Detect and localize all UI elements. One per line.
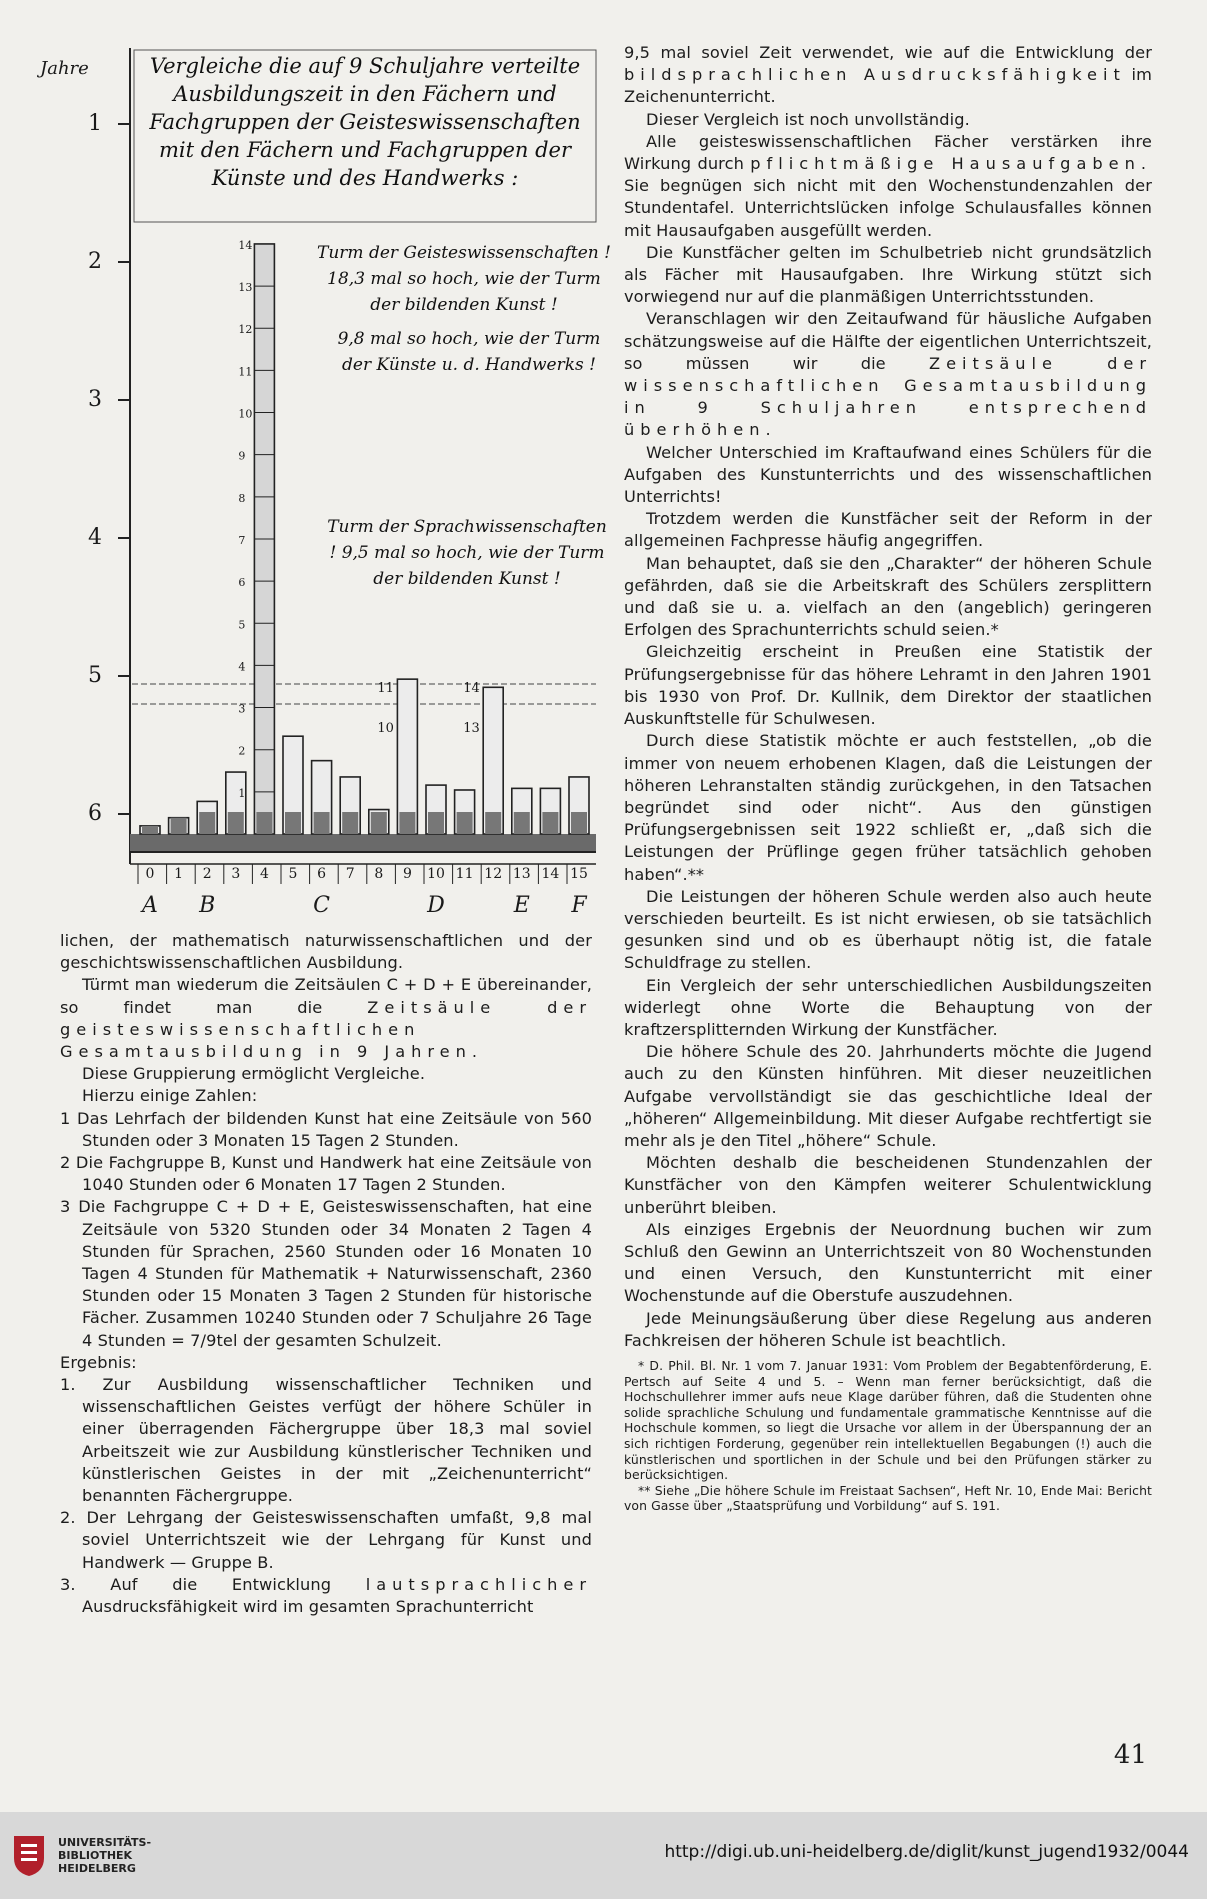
group-label: F — [571, 893, 587, 918]
inner-tick-label: 11 — [238, 365, 253, 379]
annotation-sprachwissenschaften: Turm der Sprachwissenschaften ! 9,5 mal so hoch, wie der Turm der bildenden Kunst ! — [327, 517, 607, 589]
paragraph: Hierzu einige Zahlen: — [82, 1086, 258, 1106]
paragraph: lichen, der mathematisch naturwissenschaftlichen und der geschichtswissenschaftlichen Ausbildung. — [60, 931, 592, 973]
inner-tick-label: 2 — [238, 744, 246, 758]
logo-line: UNIVERSITÄTS- — [58, 1835, 152, 1849]
left-text-column — [60, 930, 592, 1618]
bar-base-5 — [285, 812, 301, 834]
paragraph: Möchten deshalb die bescheidenen Stundenzahlen der Kunstfächer von den Kämpfen weiterer Schulentwicklung unberührt bleiben. — [624, 1153, 1152, 1217]
bar-base-0 — [142, 826, 158, 834]
paragraph — [624, 42, 1152, 109]
paragraph: Als einziges Ergebnis der Neuordnung buchen wir zum Schluß den Gewinn an Unterrichtszeit von 80 Wochenstunden und einen Versuch, den Kunstunterricht mit einer Wochenstunde auf die Oberstufe auszudehnen. — [624, 1219, 1152, 1306]
yaxis-label: Jahre — [40, 58, 89, 79]
y-tick-label: 5 — [88, 663, 102, 688]
x-category-label: 3 — [231, 866, 241, 882]
paragraph: Man behauptet, daß sie den „Charakter“ der höheren Schule gefährden, daß sie die Arbeitskraft des Schülers zersplittern und daß sie u. a. vielfach an den (angeblich) geringeren Erfolgen des Sprachunterrichts schuld seien.* — [624, 553, 1152, 640]
bar-base-3 — [228, 812, 244, 834]
x-category-label: 5 — [288, 866, 298, 882]
inner-tick-label: 14 — [238, 238, 253, 252]
paragraph: Diese Gruppierung ermöglicht Vergleiche. — [82, 1064, 426, 1084]
footnote: ** Siehe „Die höhere Schule im Freistaat Sachsen“, Heft Nr. 10, Ende Mai: Bericht von Gasse über „Staatsprüfung und Vorbildung“ auf S. 191. — [624, 1482, 1152, 1514]
text-run: 9,5 mal soviel Zeit verwendet, wie auf die Entwicklung der — [624, 43, 1152, 62]
inner-tick-label: 1 — [238, 786, 246, 800]
paragraph: Ein Vergleich der sehr unterschiedlichen Ausbildungszeiten widerlegt ohne Worte die Behauptung von der kraftzersplitternden Wirkung der Kunstfächer. — [624, 975, 1152, 1039]
y-tick-label: 2 — [88, 249, 102, 274]
list-item: 3 Die Fachgruppe C + D + E, Geisteswissenschaften, hat eine Zeitsäule von 5320 Stunden oder 34 Monaten 2 Tagen 4 Stunden für Sprachen, 2560 Stunden oder 16 Monaten 10 Tagen 4 Stunden für Mathematik + Naturwissenschaft, 2360 Stunden oder 15 Monaten 3 Tagen 2 Stunden für historische Fächer. Zusammen 10240 Stunden oder 7 Schuljahre 26 Tage 4 Stunden = 7/9tel der gesamten Schulzeit. — [60, 1197, 592, 1350]
y-tick-label: 1 — [88, 111, 102, 136]
bar-base-2 — [199, 812, 215, 834]
page-number: 41 — [1113, 1740, 1147, 1770]
logo-line: HEIDELBERG — [58, 1861, 136, 1875]
baseline-strip — [130, 834, 596, 852]
text-run: 3. Auf die Entwicklung — [60, 1574, 332, 1594]
column-label: 11 — [377, 681, 394, 696]
spaced-text: bildsprachlichen Ausdrucksfähigkeit — [624, 65, 1126, 85]
inner-tick-label: 9 — [238, 449, 246, 463]
list-item: 2. Der Lehrgang der Geisteswissenschaften umfaßt, 9,8 mal soviel Unterrichtszeit wie der Lehrgang für Kunst und Handwerk — Gruppe B. — [60, 1508, 592, 1572]
bar-base-8 — [371, 812, 387, 834]
paragraph: Ergebnis: — [60, 1352, 137, 1372]
annotation-geisteswissenschaften: Turm der Geisteswissenschaften ! 18,3 mal so hoch, wie der Turm der bildenden Kunst ! — [317, 243, 611, 315]
spaced-text: Zeitsäule der geisteswissenschaftlichen Gesamtausbildung in 9 Jahren. — [60, 997, 593, 1062]
paragraph: Die Leistungen der höheren Schule werden also auch heute verschieden beurteilt. Es ist nicht erwiesen, ob sie tatsächlich gesunken sind und ob es überhaupt nötig ist, die fatale Schuldfrage zu stellen. — [624, 886, 1152, 973]
x-categories — [138, 864, 588, 884]
y-tick-label: 3 — [88, 387, 102, 412]
list-item: 2 Die Fachgruppe B, Kunst und Handwerk hat eine Zeitsäule von 1040 Stunden oder 6 Monaten 17 Tagen 2 Stunden. — [60, 1153, 592, 1195]
inner-tick-label: 13 — [238, 281, 253, 295]
footnote: * D. Phil. Bl. Nr. 1 vom 7. Januar 1931: Vom Problem der Begabtenförderung, E. Pertsch auf Seite 4 und 5. – Wenn man ferner berücksichtigt, daß die Hochschullehrer immer aufs neue Klage darüber führen, daß die Studenten ohne solide sprachliche Schulung und fundamentale grammatische Kenntnisse auf die Hochschule kommen, so liegt die Ursache vor allem in der Überspannung der an sich richtigen Forderung, gegenüber rein intellektuellen Begabungen (!) auch die künstlerischen und sportlichen in der Schule und bei den Prüfungen stärker zu berücksichtigen. — [624, 1357, 1152, 1483]
paragraph — [624, 308, 1152, 441]
group-label: D — [427, 893, 445, 918]
text-run: 1. Zur Ausbildung wissenschaftlicher Techniken und wissenschaftlichen Geistes verfügt der höhere Schüler in einer überragenden Fächergruppe über — [60, 1375, 592, 1439]
bar-base-10 — [428, 812, 444, 834]
footer-bar — [0, 1812, 1207, 1899]
bar-base-15 — [571, 812, 587, 834]
x-category-label: 7 — [345, 866, 355, 882]
text-run: Sie begnügen sich nicht mit den Wochenstundenzahlen der Stundentafel. Unterrichtslücken infolge Schulausfalles können mit Hausaufgaben ausgefüllt werden. — [624, 176, 1152, 240]
bar-chart — [30, 44, 612, 924]
bar-12 — [483, 687, 503, 834]
text-run: Veranschlagen wir den Zeitaufwand für häusliche Aufgaben schätzungsweise auf die Hälfte der eigentlichen Unterrichtszeit, so müssen wir die — [624, 309, 1152, 373]
spaced-text: lautsprachlicher — [365, 1574, 592, 1594]
spaced-text: Zeitsäule der wissenschaftlichen Gesamtausbildung in 9 Schuljahren entsprechend überhöhen. — [624, 353, 1153, 440]
column-labels — [377, 681, 479, 736]
x-category-label: 12 — [484, 866, 503, 882]
guide-lines — [132, 684, 596, 704]
paragraph: Trotzdem werden die Kunstfächer seit der Reform in der allgemeinen Fachpresse häufig angegriffen. — [624, 509, 1152, 551]
group-label: E — [513, 893, 530, 918]
inner-tick-label: 5 — [238, 618, 246, 632]
bar-base-9 — [399, 812, 415, 834]
paragraph: Jede Meinungsäußerung über diese Regelung aus anderen Fachkreisen der höheren Schule ist beachtlich. — [624, 1308, 1152, 1350]
x-category-label: 4 — [259, 866, 269, 882]
column-label: 14 — [463, 681, 480, 696]
list-item: 1 Das Lehrfach der bildenden Kunst hat eine Zeitsäule von 560 Stunden oder 3 Monaten 15 Tagen 2 Stunden. — [60, 1108, 592, 1150]
x-category-label: 10 — [427, 866, 445, 882]
paragraph: Die Kunstfächer gelten im Schulbetrieb nicht grundsätzlich als Fächer mit Hausaufgaben. Ihre Wirkung stützt sich vorwiegend nur auf die planmäßigen Unterrichtsstunden. — [624, 242, 1152, 307]
paragraph: Die höhere Schule des 20. Jahrhunderts möchte die Jugend auch zu den Künsten hinführen. Mit dieser neuzeitlichen Aufgabe vervollständigt sie das geschichtliche Ideal der „höheren“ Allgemeinbildung. Mit dieser Aufgabe rechtfertigt sie mehr als je den Titel „höhere“ Schule. — [624, 1042, 1152, 1150]
text-run: Alle geisteswissenschaftlichen Fächer verstärken ihre Wirkung durch — [624, 131, 1152, 174]
x-category-label: 15 — [570, 866, 588, 882]
inner-tick-label: 7 — [238, 533, 246, 547]
bar-base-14 — [542, 812, 558, 834]
bar-base-13 — [514, 812, 530, 834]
bar-base-12 — [485, 812, 501, 834]
x-category-label: 14 — [541, 866, 560, 882]
inner-tick-label: 8 — [238, 491, 246, 505]
list-item — [60, 1574, 592, 1618]
inner-tick-label: 4 — [238, 660, 246, 674]
bar-base-1 — [171, 818, 187, 834]
text-run: 18,3 mal soviel Arbeitszeit wie zur Ausbildung künstlerischer Techniken und künstlerischen Geistes in der mit „Zeichenunterricht“ benannten Fächergruppe. — [82, 1419, 593, 1506]
right-text-column — [624, 42, 1152, 1514]
bar-base-7 — [342, 812, 358, 834]
footnotes — [624, 1358, 1152, 1514]
x-category-label: 8 — [374, 866, 384, 882]
group-labels — [140, 893, 587, 918]
column-label: 13 — [463, 721, 480, 736]
x-category-label: 13 — [512, 866, 531, 882]
y-tick-label: 6 — [88, 801, 102, 826]
text-run: Ausdrucksfähigkeit wird im gesamten Sprachunterricht — [82, 1597, 534, 1617]
bar-base-6 — [314, 812, 330, 834]
inner-tick-label: 6 — [238, 576, 246, 590]
x-category-label: 2 — [202, 866, 212, 882]
inner-tick-label: 10 — [238, 407, 253, 421]
paragraph: Gleichzeitig erscheint in Preußen eine Statistik der Prüfungsergebnisse für das höhere Lehramt in den Jahren 1901 bis 1930 von Prof. Dr. Kullnik, dem Direktor der staatlichen Auskunftstelle für Schulwesen. — [624, 642, 1152, 729]
bar-9 — [397, 679, 417, 834]
x-category-label: 1 — [174, 866, 184, 882]
library-logo[interactable] — [10, 1832, 151, 1878]
paragraph: Dieser Vergleich ist noch unvollständig. — [646, 109, 970, 129]
text-run: im Zeichenunterricht. — [624, 65, 1152, 107]
x-category-label: 6 — [317, 866, 327, 882]
column-label: 10 — [377, 721, 394, 736]
bar-base-4 — [256, 812, 272, 834]
group-label: C — [313, 893, 331, 918]
x-category-label: 11 — [455, 866, 474, 882]
group-label: A — [142, 893, 158, 918]
paragraph — [60, 974, 592, 1063]
paragraph: Durch diese Statistik möchte er auch feststellen, „ob die immer von neuem erhobenen Klagen, daß die Leistungen der höheren Lehranstalten ständig zurückgehen, in den Tatsachen begründet sind oder nicht“. Aus den günstigen Prüfungsergebnissen seit 1922 schließt er, „daß sich die Leistungen der Prüflinge gegen früher tatsächlich gehoben haben“.** — [624, 731, 1152, 884]
inner-tick-label: 12 — [238, 323, 253, 337]
y-tick-label: 4 — [88, 525, 102, 550]
list-item — [60, 1374, 592, 1507]
group-label: B — [199, 893, 216, 918]
text-run: Türmt man wiederum die Zeitsäulen C + D + E übereinander, so findet man die — [60, 975, 592, 1017]
chart-title: Vergleiche die auf 9 Schuljahre verteilte Ausbildungszeit in den Fächern und Fachgruppen der Geisteswissenschaften mit den Fächern und Fachgruppen der Künste und des Handwerks : — [149, 54, 581, 190]
bar-base-11 — [457, 812, 473, 834]
y-ticks — [88, 111, 130, 826]
logo-line: BIBLIOTHEK — [58, 1848, 133, 1862]
source-url[interactable]: http://digi.ub.uni-heidelberg.de/diglit/kunst_jugend1932/0044 — [664, 1842, 1189, 1862]
x-category-label: 9 — [402, 866, 412, 882]
paragraph: Welcher Unterschied im Kraftaufwand eines Schülers für die Aufgaben des Kunstunterrichts und des wissenschaftlichen Unterrichts! — [624, 442, 1152, 507]
library-seal-icon — [10, 1832, 48, 1878]
annotation-kuenste: 9,8 mal so hoch, wie der Turm der Künste u. d. Handwerks ! — [337, 329, 601, 375]
x-category-label: 0 — [145, 866, 155, 882]
paragraph — [624, 131, 1152, 242]
inner-tick-label: 3 — [238, 702, 246, 716]
spaced-text: pflichtmäßige Hausaufgaben. — [750, 154, 1152, 174]
